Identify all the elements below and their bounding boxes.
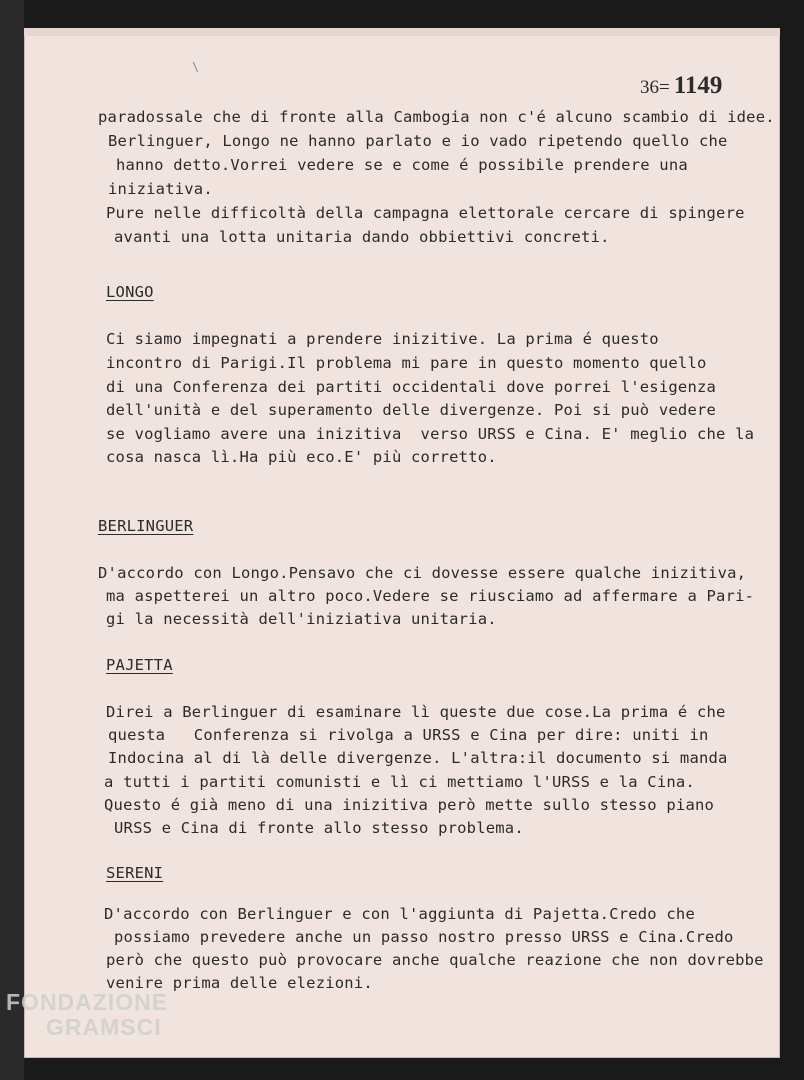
speech-line: D'accordo con Longo.Pensavo che ci dovesse essere qualche inizitiva, (98, 564, 747, 582)
speech-line: questa Conferenza si rivolga a URSS e Cina per dire: uniti in (108, 726, 709, 744)
speech-line: Ci siamo impegnati a prendere inizitive. La prima é questo (106, 330, 659, 348)
speech-line: D'accordo con Berlinguer e con l'aggiunta di Pajetta.Credo che (104, 905, 695, 923)
speaker-heading-sereni: SERENI (106, 864, 164, 882)
speech-line: possiamo prevedere anche un passo nostro presso URSS e Cina.Credo (114, 928, 734, 946)
intro-line: avanti una lotta unitaria dando obbiettivi concreti. (114, 228, 610, 246)
speech-line: Indocina al di là delle divergenze. L'altra:il documento si manda (108, 749, 728, 767)
speech-line: Direi a Berlinguer di esaminare lì queste due cose.La prima é che (106, 703, 726, 721)
speech-line: URSS e Cina di fronte allo stesso problema. (114, 819, 524, 837)
watermark-line1: FONDAZIONE (6, 989, 169, 1015)
page-number-value: 1149 (673, 72, 723, 99)
speech-line: di una Conferenza dei partiti occidentali dove porrei l'esigenza (106, 378, 717, 396)
speech-line: dell'unità e del superamento delle divergenze. Poi si può vedere (106, 401, 717, 419)
speech-line: incontro di Parigi.Il problema mi pare in questo momento quello (106, 354, 707, 372)
speech-line: cosa nasca lì.Ha più eco.E' più corretto. (106, 448, 497, 466)
intro-line: iniziativa. (108, 180, 213, 198)
intro-line: Berlinguer, Longo ne hanno parlato e io vado ripetendo quello che (108, 132, 728, 150)
page-number-prefix: 36= (640, 77, 670, 98)
speech-line: Questo é già meno di una inizitiva però mette sullo stesso piano (104, 796, 715, 814)
intro-line: hanno detto.Vorrei vedere se e come é possibile prendere una (116, 156, 688, 174)
speech-line: se vogliamo avere una inizitiva verso URSS e Cina. E' meglio che la (106, 425, 755, 443)
pen-mark: \ (192, 60, 200, 74)
speech-line: ma aspetterei un altro poco.Vedere se riusciamo ad affermare a Pari- (106, 587, 755, 605)
speech-line: a tutti i partiti comunisti e lì ci mettiamo l'URSS e la Cina. (104, 773, 695, 791)
speech-line: gi la necessità dell'iniziativa unitaria. (106, 610, 497, 628)
binder-edge (0, 0, 24, 1080)
speech-line: però che questo può provocare anche qualche reazione che non dovrebbe (106, 951, 764, 969)
speech-line: venire prima delle elezioni. (106, 974, 373, 992)
intro-line: Pure nelle difficoltà della campagna elettorale cercare di spingere (106, 204, 745, 222)
speaker-heading-pajetta: PAJETTA (106, 656, 173, 674)
speaker-heading-longo: LONGO (106, 283, 154, 301)
intro-line: paradossale che di fronte alla Cambogia non c'é alcuno scambio di idee. (98, 108, 775, 126)
fondazione-gramsci-watermark (6, 990, 168, 1041)
watermark-line2: GRAMSCI (46, 1014, 162, 1041)
page-number (640, 72, 722, 100)
speaker-heading-berlinguer: BERLINGUER (98, 517, 194, 535)
